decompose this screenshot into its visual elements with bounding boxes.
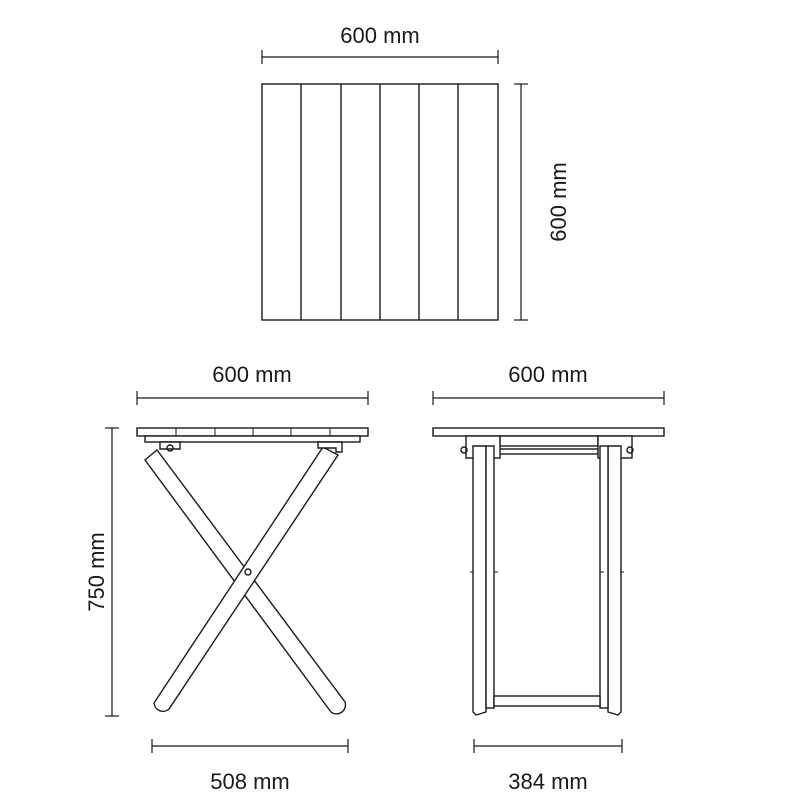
top-view-depth-label: 600 mm <box>546 162 571 242</box>
side-view-top-width-label: 600 mm <box>508 362 588 387</box>
side-view-frame <box>433 428 664 715</box>
front-view-top-width-label: 600 mm <box>212 362 292 387</box>
tabletop-slats <box>262 84 498 320</box>
front-view-top-width-dimension <box>137 362 368 405</box>
side-view <box>433 362 664 794</box>
front-view-base-width-label: 508 mm <box>210 769 290 794</box>
top-view-depth-dimension <box>514 84 571 320</box>
front-view-height-label: 750 mm <box>84 532 109 612</box>
front-view-base-width-dimension <box>152 739 348 794</box>
front-view <box>84 362 368 794</box>
top-view-width-dimension <box>262 23 498 64</box>
top-view <box>262 23 571 320</box>
side-view-top-width-dimension <box>433 362 664 405</box>
top-view-width-label: 600 mm <box>340 23 420 48</box>
front-view-tabletop <box>137 428 368 452</box>
side-view-base-width-label: 384 mm <box>508 769 588 794</box>
front-view-height-dimension <box>84 428 119 716</box>
front-view-crossed-legs <box>145 447 345 714</box>
side-view-base-width-dimension <box>474 739 622 794</box>
